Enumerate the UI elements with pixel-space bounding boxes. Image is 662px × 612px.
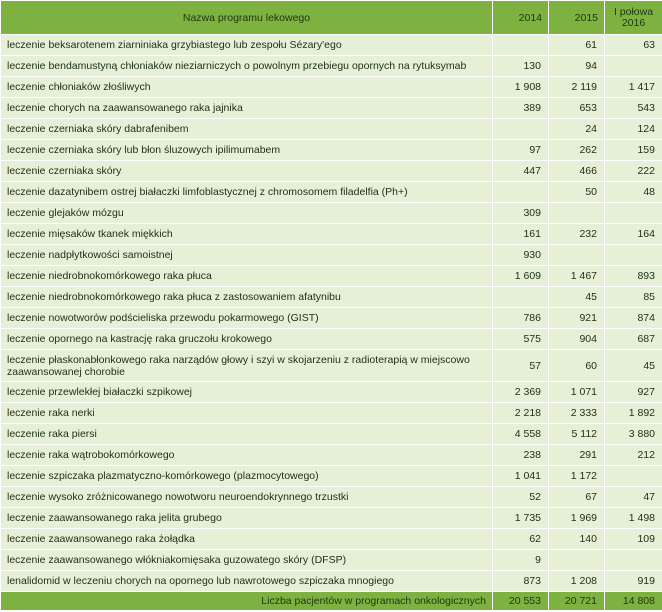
value-2014-cell: 238 <box>493 445 549 466</box>
value-2015-cell: 291 <box>549 445 605 466</box>
value-2014-cell: 57 <box>493 350 549 382</box>
program-name-cell: leczenie raka piersi <box>1 424 493 445</box>
value-2016-cell: 927 <box>605 382 662 403</box>
value-2016-cell: 85 <box>605 287 662 308</box>
table-row <box>1 161 662 182</box>
value-2015-cell: 67 <box>549 487 605 508</box>
table-row <box>1 329 662 350</box>
value-2014-cell: 786 <box>493 308 549 329</box>
value-2016-cell: 63 <box>605 35 662 56</box>
table-row <box>1 35 662 56</box>
program-name-cell: lenalidomid w leczeniu chorych na opornego lub nawrotowego szpiczaka mnogiego <box>1 571 493 592</box>
table-row <box>1 77 662 98</box>
value-2015-cell: 45 <box>549 287 605 308</box>
value-2016-cell: 124 <box>605 119 662 140</box>
value-2015-cell: 921 <box>549 308 605 329</box>
table-row <box>1 550 662 571</box>
value-2014-cell: 1 735 <box>493 508 549 529</box>
value-2016-cell: 164 <box>605 224 662 245</box>
value-2016-cell: 874 <box>605 308 662 329</box>
column-header-2016-line1: I połowa <box>613 5 654 18</box>
value-2016-cell: 1 892 <box>605 403 662 424</box>
table-row <box>1 182 662 203</box>
value-2015-cell: 904 <box>549 329 605 350</box>
column-header-2015: 2015 <box>549 1 605 35</box>
table-row <box>1 287 662 308</box>
total-2016: 14 808 <box>605 592 662 611</box>
table-row <box>1 466 662 487</box>
program-name-cell: leczenie chłoniaków złośliwych <box>1 77 493 98</box>
value-2014-cell: 9 <box>493 550 549 571</box>
value-2015-cell: 1 208 <box>549 571 605 592</box>
program-name-cell: leczenie czerniaka skóry <box>1 161 493 182</box>
value-2016-cell: 48 <box>605 182 662 203</box>
table-row <box>1 308 662 329</box>
value-2016-cell <box>605 56 662 77</box>
value-2014-cell: 4 558 <box>493 424 549 445</box>
value-2014-cell: 389 <box>493 98 549 119</box>
value-2015-cell: 61 <box>549 35 605 56</box>
table-row <box>1 445 662 466</box>
value-2015-cell: 1 071 <box>549 382 605 403</box>
value-2015-cell: 140 <box>549 529 605 550</box>
value-2015-cell: 1 172 <box>549 466 605 487</box>
program-name-cell: leczenie chorych na zaawansowanego raka jajnika <box>1 98 493 119</box>
value-2015-cell: 232 <box>549 224 605 245</box>
value-2016-cell: 45 <box>605 350 662 382</box>
value-2016-cell: 47 <box>605 487 662 508</box>
table-row <box>1 245 662 266</box>
value-2016-cell: 687 <box>605 329 662 350</box>
table-row <box>1 203 662 224</box>
value-2016-cell: 1 498 <box>605 508 662 529</box>
value-2016-cell <box>605 466 662 487</box>
program-name-cell: leczenie nadpłytkowości samoistnej <box>1 245 493 266</box>
program-name-cell: leczenie dazatynibem ostrej białaczki limfoblastycznej z chromosomem filadelfia (Ph+) <box>1 182 493 203</box>
value-2016-cell: 1 417 <box>605 77 662 98</box>
program-name-cell: leczenie wysoko zróżnicowanego nowotworu neuroendokrynnego trzustki <box>1 487 493 508</box>
column-header-2016-h1 <box>605 1 662 35</box>
program-name-cell: leczenie beksarotenem ziarniniaka grzybiastego lub zespołu Sézary'ego <box>1 35 493 56</box>
table-row <box>1 350 662 382</box>
value-2016-cell: 212 <box>605 445 662 466</box>
value-2015-cell: 2 333 <box>549 403 605 424</box>
value-2015-cell: 466 <box>549 161 605 182</box>
total-2015: 20 721 <box>549 592 605 611</box>
value-2015-cell <box>549 550 605 571</box>
value-2014-cell: 2 369 <box>493 382 549 403</box>
value-2015-cell: 262 <box>549 140 605 161</box>
table-row <box>1 382 662 403</box>
program-name-cell: leczenie szpiczaka plazmatyczno-komórkowego (plazmocytowego) <box>1 466 493 487</box>
program-name-cell: leczenie glejaków mózgu <box>1 203 493 224</box>
total-2014: 20 553 <box>493 592 549 611</box>
value-2015-cell: 2 119 <box>549 77 605 98</box>
value-2015-cell: 1 969 <box>549 508 605 529</box>
program-name-cell: leczenie przewlekłej białaczki szpikowej <box>1 382 493 403</box>
table-row <box>1 508 662 529</box>
program-name-cell: leczenie mięsaków tkanek miękkich <box>1 224 493 245</box>
value-2015-cell: 94 <box>549 56 605 77</box>
value-2014-cell: 309 <box>493 203 549 224</box>
program-name-cell: leczenie bendamustyną chłoniaków nieziarniczych o powolnym przebiegu opornych na rytuksymab <box>1 56 493 77</box>
table-row <box>1 424 662 445</box>
value-2015-cell: 60 <box>549 350 605 382</box>
program-name-cell: leczenie czerniaka skóry lub błon śluzowych ipilimumabem <box>1 140 493 161</box>
table-row <box>1 56 662 77</box>
value-2016-cell: 543 <box>605 98 662 119</box>
value-2014-cell: 1 609 <box>493 266 549 287</box>
value-2014-cell <box>493 35 549 56</box>
value-2014-cell: 52 <box>493 487 549 508</box>
table-row <box>1 266 662 287</box>
column-header-program-name: Nazwa programu lekowego <box>1 1 493 35</box>
value-2016-cell: 919 <box>605 571 662 592</box>
value-2016-cell: 893 <box>605 266 662 287</box>
table-row <box>1 529 662 550</box>
total-row <box>1 592 662 611</box>
value-2014-cell: 161 <box>493 224 549 245</box>
program-name-cell: leczenie raka nerki <box>1 403 493 424</box>
table-row <box>1 140 662 161</box>
value-2014-cell: 1 041 <box>493 466 549 487</box>
value-2015-cell: 1 467 <box>549 266 605 287</box>
value-2015-cell: 50 <box>549 182 605 203</box>
value-2014-cell: 1 908 <box>493 77 549 98</box>
value-2015-cell: 653 <box>549 98 605 119</box>
column-header-2016-line2: 2016 <box>621 16 646 29</box>
value-2016-cell <box>605 203 662 224</box>
value-2016-cell: 222 <box>605 161 662 182</box>
program-name-cell: leczenie niedrobnokomórkowego raka płuca <box>1 266 493 287</box>
program-name-cell: leczenie zaawansowanego raka żołądka <box>1 529 493 550</box>
program-name-cell: leczenie zaawansowanego włókniakomięsaka guzowatego skóry (DFSP) <box>1 550 493 571</box>
table-row <box>1 403 662 424</box>
value-2014-cell <box>493 287 549 308</box>
value-2015-cell: 5 112 <box>549 424 605 445</box>
value-2015-cell <box>549 203 605 224</box>
table-row <box>1 571 662 592</box>
value-2014-cell: 575 <box>493 329 549 350</box>
value-2014-cell <box>493 119 549 140</box>
value-2016-cell: 159 <box>605 140 662 161</box>
value-2016-cell: 3 880 <box>605 424 662 445</box>
table-row <box>1 119 662 140</box>
program-name-cell: leczenie raka wątrobokomórkowego <box>1 445 493 466</box>
value-2016-cell <box>605 550 662 571</box>
table-row <box>1 98 662 119</box>
value-2014-cell: 930 <box>493 245 549 266</box>
table-row <box>1 224 662 245</box>
value-2014-cell: 873 <box>493 571 549 592</box>
value-2015-cell <box>549 245 605 266</box>
program-name-cell: leczenie nowotworów podścieliska przewodu pokarmowego (GIST) <box>1 308 493 329</box>
program-name-cell: leczenie opornego na kastrację raka gruczołu krokowego <box>1 329 493 350</box>
value-2014-cell <box>493 182 549 203</box>
value-2014-cell: 2 218 <box>493 403 549 424</box>
value-2014-cell: 130 <box>493 56 549 77</box>
value-2014-cell: 447 <box>493 161 549 182</box>
value-2014-cell: 97 <box>493 140 549 161</box>
column-header-2014: 2014 <box>493 1 549 35</box>
program-name-cell: leczenie czerniaka skóry dabrafenibem <box>1 119 493 140</box>
value-2016-cell: 109 <box>605 529 662 550</box>
value-2015-cell: 24 <box>549 119 605 140</box>
table-row <box>1 487 662 508</box>
program-name-cell: leczenie zaawansowanego raka jelita grubego <box>1 508 493 529</box>
value-2016-cell <box>605 245 662 266</box>
header-row <box>1 1 662 35</box>
total-label: Liczba pacjentów w programach onkologicznych <box>1 592 493 611</box>
program-name-cell: leczenie niedrobnokomórkowego raka płuca z zastosowaniem afatynibu <box>1 287 493 308</box>
value-2014-cell: 62 <box>493 529 549 550</box>
program-name-cell: leczenie płaskonabłonkowego raka narządów głowy i szyi w skojarzeniu z radioterapią w miejscowo zaawansowanej chorobie <box>1 350 493 382</box>
